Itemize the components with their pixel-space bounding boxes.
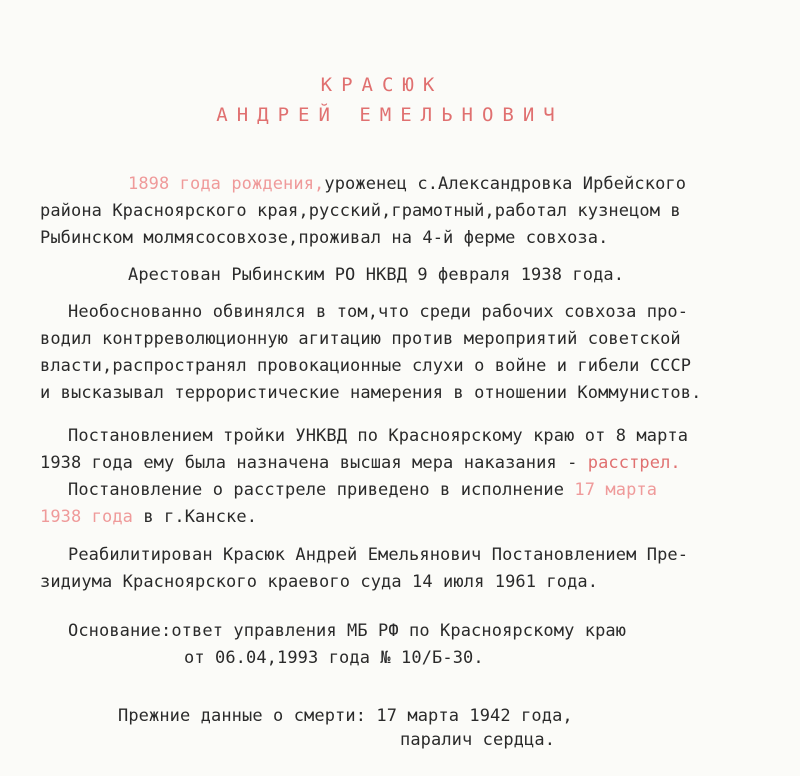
full-name-heading: АНДРЕЙ ЕМЕЛЬНОВИЧ xyxy=(216,104,564,126)
paragraph1-line1: 1898 года рождения,уроженец с.Александровка Ирбейского xyxy=(128,174,687,194)
previous-death-line2: паралич сердца. xyxy=(400,730,556,750)
paragraph4-line4: 1938 года в г.Канске. xyxy=(40,507,258,527)
basis-line1: Основание:ответ управления МБ РФ по Красноярскому краю xyxy=(68,621,627,641)
arrest-line: Арестован Рыбинским РО НКВД 9 февраля 1938 года. xyxy=(128,265,625,285)
paragraph4-line2: 1938 года ему была назначена высшая мера наказания - расстрел. xyxy=(40,453,681,473)
surname-heading: КРАСЮК xyxy=(320,74,444,96)
previous-death-line1: Прежние данные о смерти: 17 марта 1942 года, xyxy=(118,706,573,726)
paragraph3-line3: власти,распространял провокационные слухи о войне и гибели СССР xyxy=(40,356,692,376)
paragraph4-line3: Постановление о расстреле приведено в исполнение 17 марта xyxy=(68,480,658,500)
paragraph1-line2: района Красноярского края,русский,грамотный,работал кузнецом в xyxy=(40,201,681,221)
sentence-text: расстрел. xyxy=(587,453,681,473)
paragraph4-line1: Постановлением тройки УНКВД по Красноярскому краю от 8 марта xyxy=(68,426,689,446)
paragraph1-line3: Рыбинском молмясосовхозе,проживал на 4-й ферме совхоза. xyxy=(40,228,609,248)
paragraph3-line4: и высказывал террористические намерения в отношении Коммунистов. xyxy=(40,383,702,403)
paragraph3-line2: водил контрреволюционную агитацию против мероприятий советской xyxy=(40,329,681,349)
birth-year-text: 1898 года рождения, xyxy=(128,174,325,194)
execution-year-text: 1938 года xyxy=(40,507,134,527)
rehabilitation-line1: Реабилитирован Красюк Андрей Емельянович Постановлением Пре- xyxy=(68,545,689,565)
rehabilitation-line2: зидиума Красноярского краевого суда 14 июля 1961 года. xyxy=(40,572,599,592)
paragraph3-line1: Необоснованно обвинялся в том,что среди рабочих совхоза про- xyxy=(68,302,689,322)
basis-line2: от 06.04,1993 года № 10/Б-30. xyxy=(184,648,484,668)
execution-date-text: 17 марта xyxy=(574,480,658,500)
